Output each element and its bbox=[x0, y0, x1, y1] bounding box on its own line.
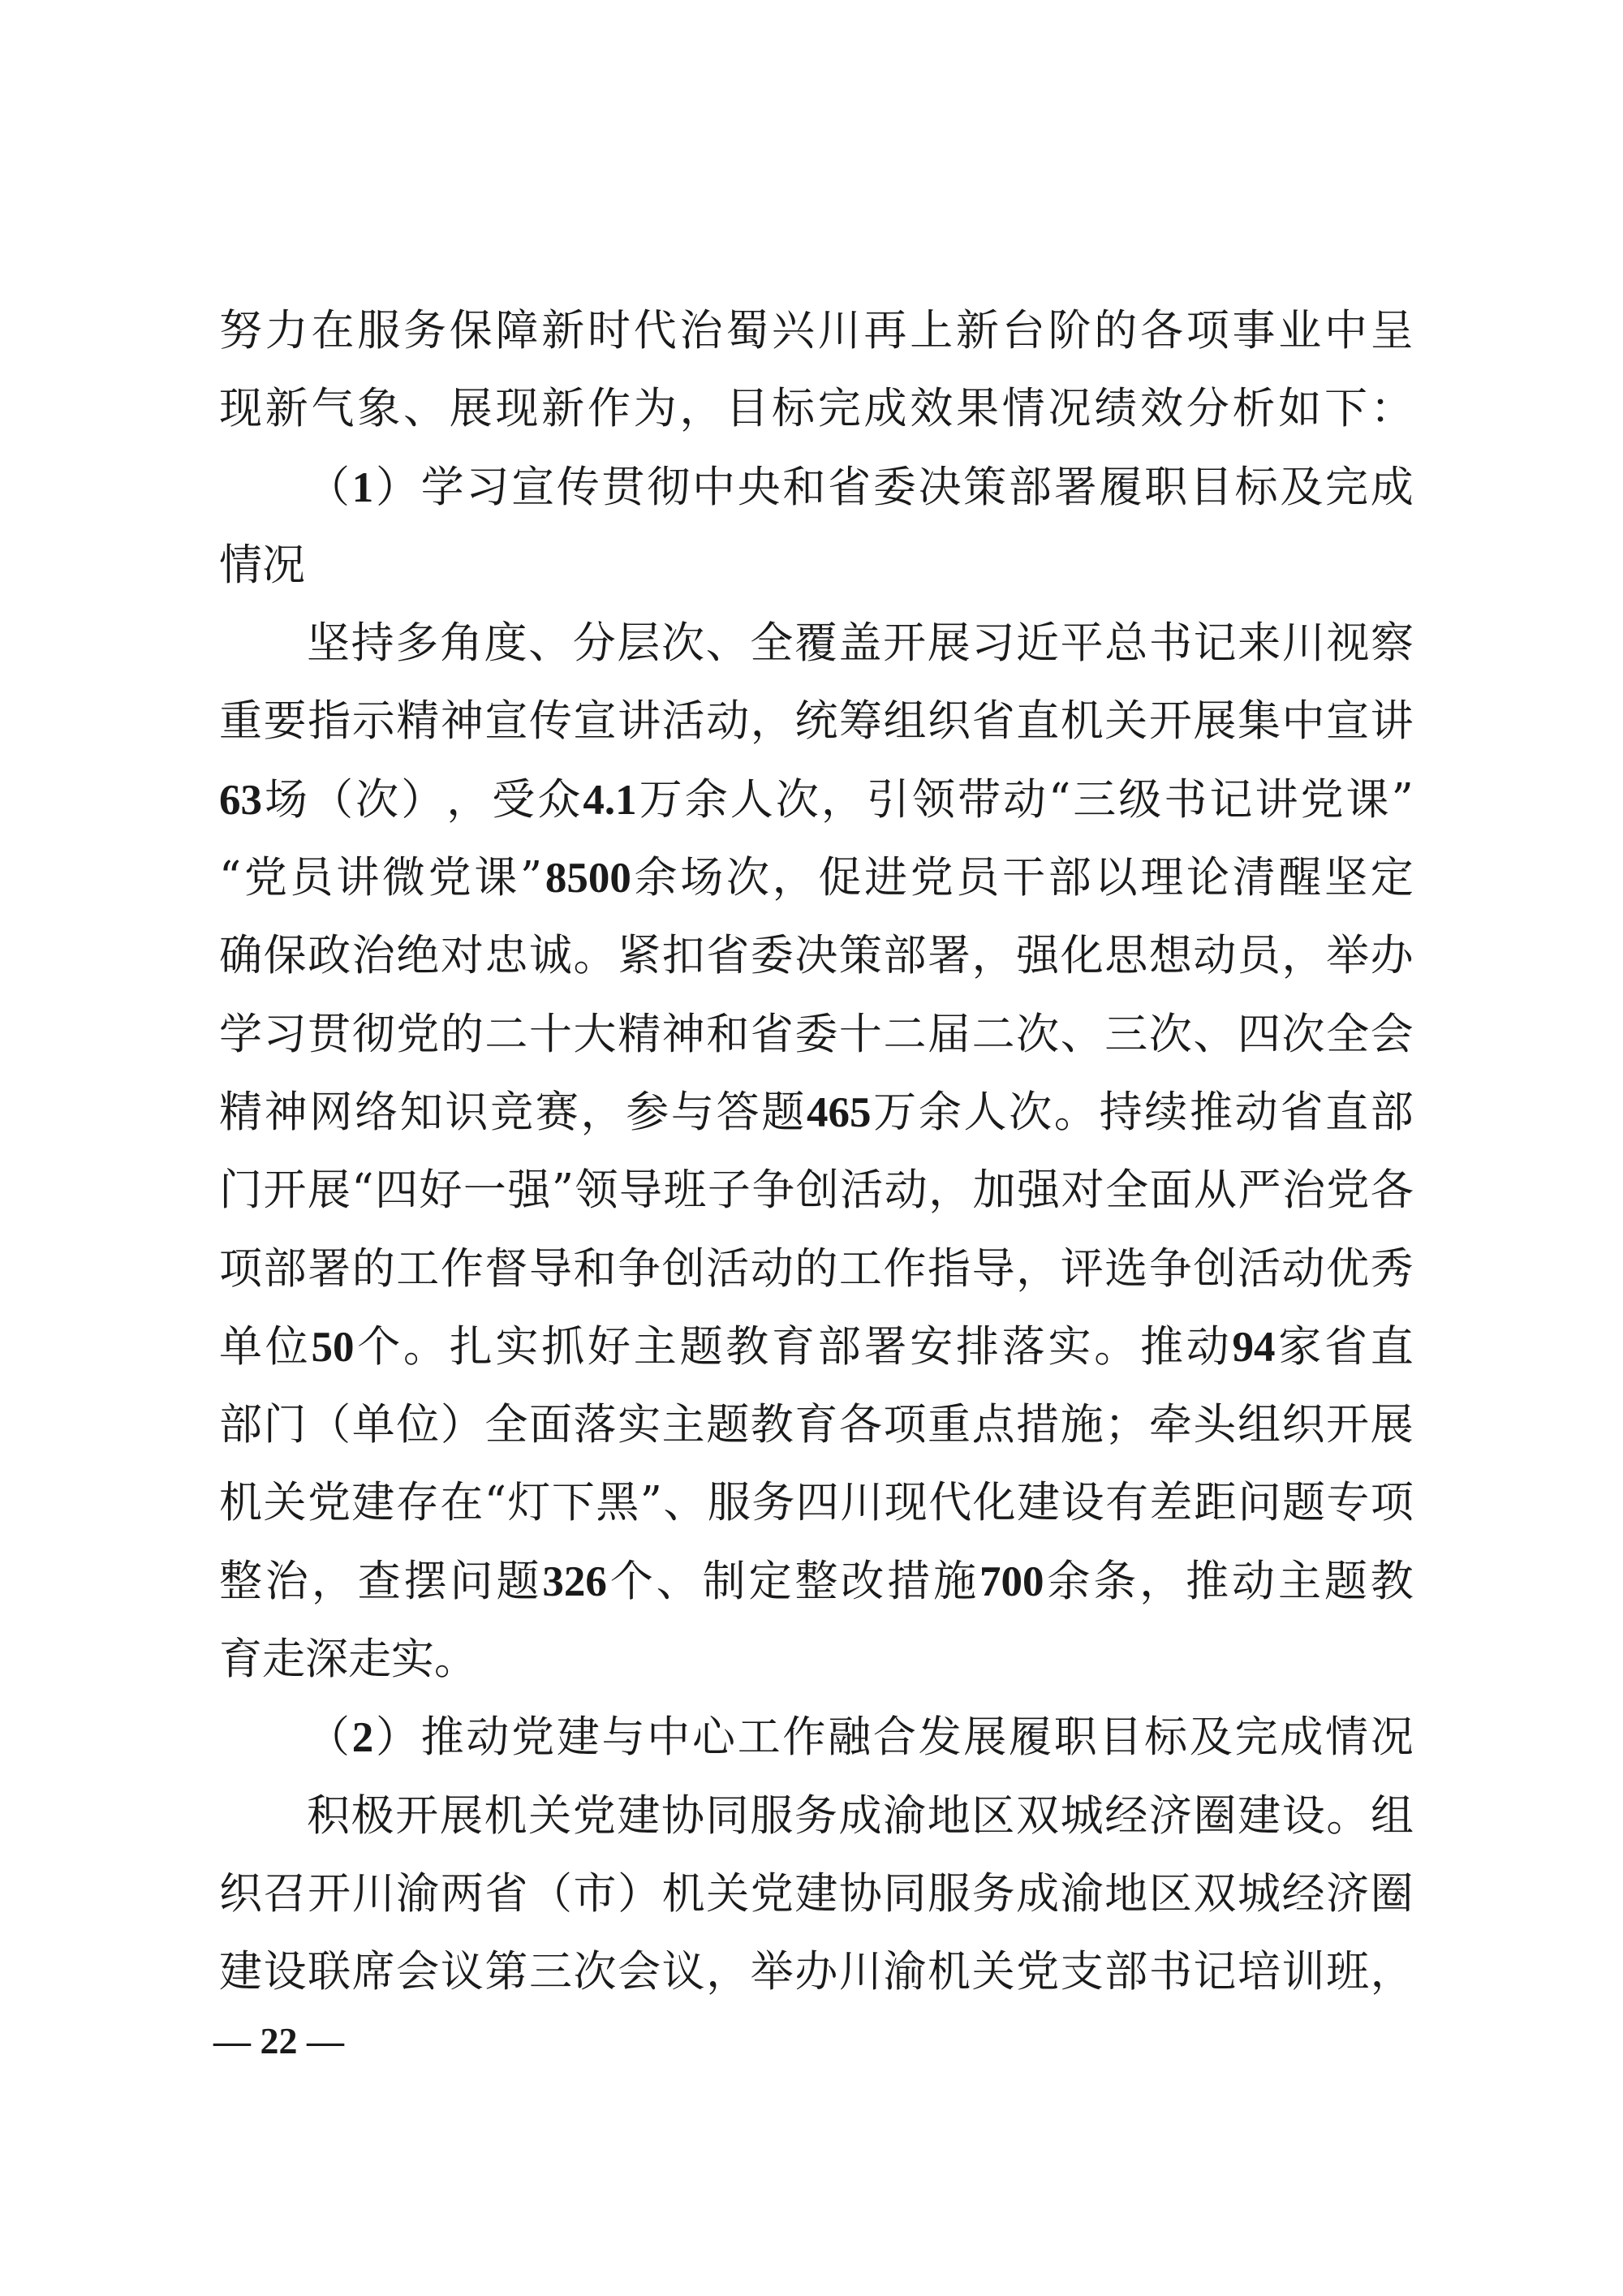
text-line: 门 开 展 “ 四 好 一 强 ” 领 导 班 子 争 创 活 动 ， 加 强 对 全 面 从 严 治 党 各 bbox=[219, 1165, 1414, 1216]
text-line: 现 新 气 象 、 展 现 新 作 为 ， 目 标 完 成 效 果 情 况 绩 效 分 析 如 下 ： bbox=[219, 384, 1414, 434]
text-line: 部 门 （ 单 位 ） 全 面 落 实 主 题 教 育 各 项 重 点 措 施 ； 牵 头 组 织 开 展 bbox=[219, 1400, 1414, 1450]
text-line: 积 极 开 展 机 关 党 建 协 同 服 务 成 渝 地 区 双 城 经 济 圈 建 设 。 组 bbox=[307, 1790, 1414, 1841]
text-line: 重 要 指 示 精 神 宣 传 宣 讲 活 动 ， 统 筹 组 织 省 直 机 关 开 展 集 中 宣 讲 bbox=[219, 696, 1414, 747]
text-line: 项 部 署 的 工 作 督 导 和 争 创 活 动 的 工 作 指 导 ， 评 选 争 创 活 动 优 秀 bbox=[219, 1243, 1414, 1294]
text-line: 单 位 50 个 。 扎 实 抓 好 主 题 教 育 部 署 安 排 落 实 。 推 动 94 家 省 直 bbox=[219, 1321, 1414, 1372]
text-line: 整 治 ， 查 摆 问 题 326 个 、 制 定 整 改 措 施 700 余 条 ， 推 动 主 题 教 bbox=[219, 1556, 1414, 1606]
text-line: “ 党 员 讲 微 党 课 ” 8500 余 场 次 ， 促 进 党 员 干 部 以 理 论 清 醒 坚 定 bbox=[219, 853, 1414, 903]
text-line: 织 召 开 川 渝 两 省 （ 市 ） 机 关 党 建 协 同 服 务 成 渝 地 区 双 城 经 济 圈 bbox=[219, 1868, 1414, 1919]
text-line: 努 力 在 服 务 保 障 新 时 代 治 蜀 兴 川 再 上 新 台 阶 的 各 项 事 业 中 呈 bbox=[219, 306, 1414, 355]
text-line: 育 走 深 走 实 。 bbox=[219, 1635, 477, 1685]
body-text bbox=[219, 292, 1414, 2012]
text-line: （ 1 ） 学 习 宣 传 贯 彻 中 央 和 省 委 决 策 部 署 履 职 目 标 及 完 成 bbox=[307, 462, 1414, 512]
text-line: 确 保 政 治 绝 对 忠 诚 。 紧 扣 省 委 决 策 部 署 ， 强 化 思 想 动 员 ， 举 办 bbox=[219, 931, 1414, 981]
page-number: — 22 — bbox=[213, 2020, 344, 2061]
text-line: 学 习 贯 彻 党 的 二 十 大 精 神 和 省 委 十 二 届 二 次 、 三 次 、 四 次 全 会 bbox=[219, 1009, 1414, 1059]
text-line: 63 场 （ 次 ） ， 受 众 4.1 万 余 人 次 ， 引 领 带 动 “ 三 级 书 记 讲 党 课 ” bbox=[219, 774, 1414, 825]
text-line: （ 2 ） 推 动 党 建 与 中 心 工 作 融 合 发 展 履 职 目 标 及 完 成 情 况 bbox=[307, 1712, 1414, 1763]
text-line: 情 况 bbox=[219, 540, 305, 590]
text-line: 坚 持 多 角 度 、 分 层 次 、 全 覆 盖 开 展 习 近 平 总 书 记 来 川 视 察 bbox=[307, 618, 1414, 669]
text-line: 精 神 网 络 知 识 竞 赛 ， 参 与 答 题 465 万 余 人 次 。 持 续 推 动 省 直 部 bbox=[219, 1087, 1414, 1137]
text-line: 建 设 联 席 会 议 第 三 次 会 议 ， 举 办 川 渝 机 关 党 支 部 书 记 培 训 班 ， bbox=[219, 1947, 1414, 1997]
text-line: 机 关 党 建 存 在 “ 灯 下 黑 ” 、 服 务 四 川 现 代 化 建 设 有 差 距 问 题 专 项 bbox=[219, 1478, 1414, 1528]
